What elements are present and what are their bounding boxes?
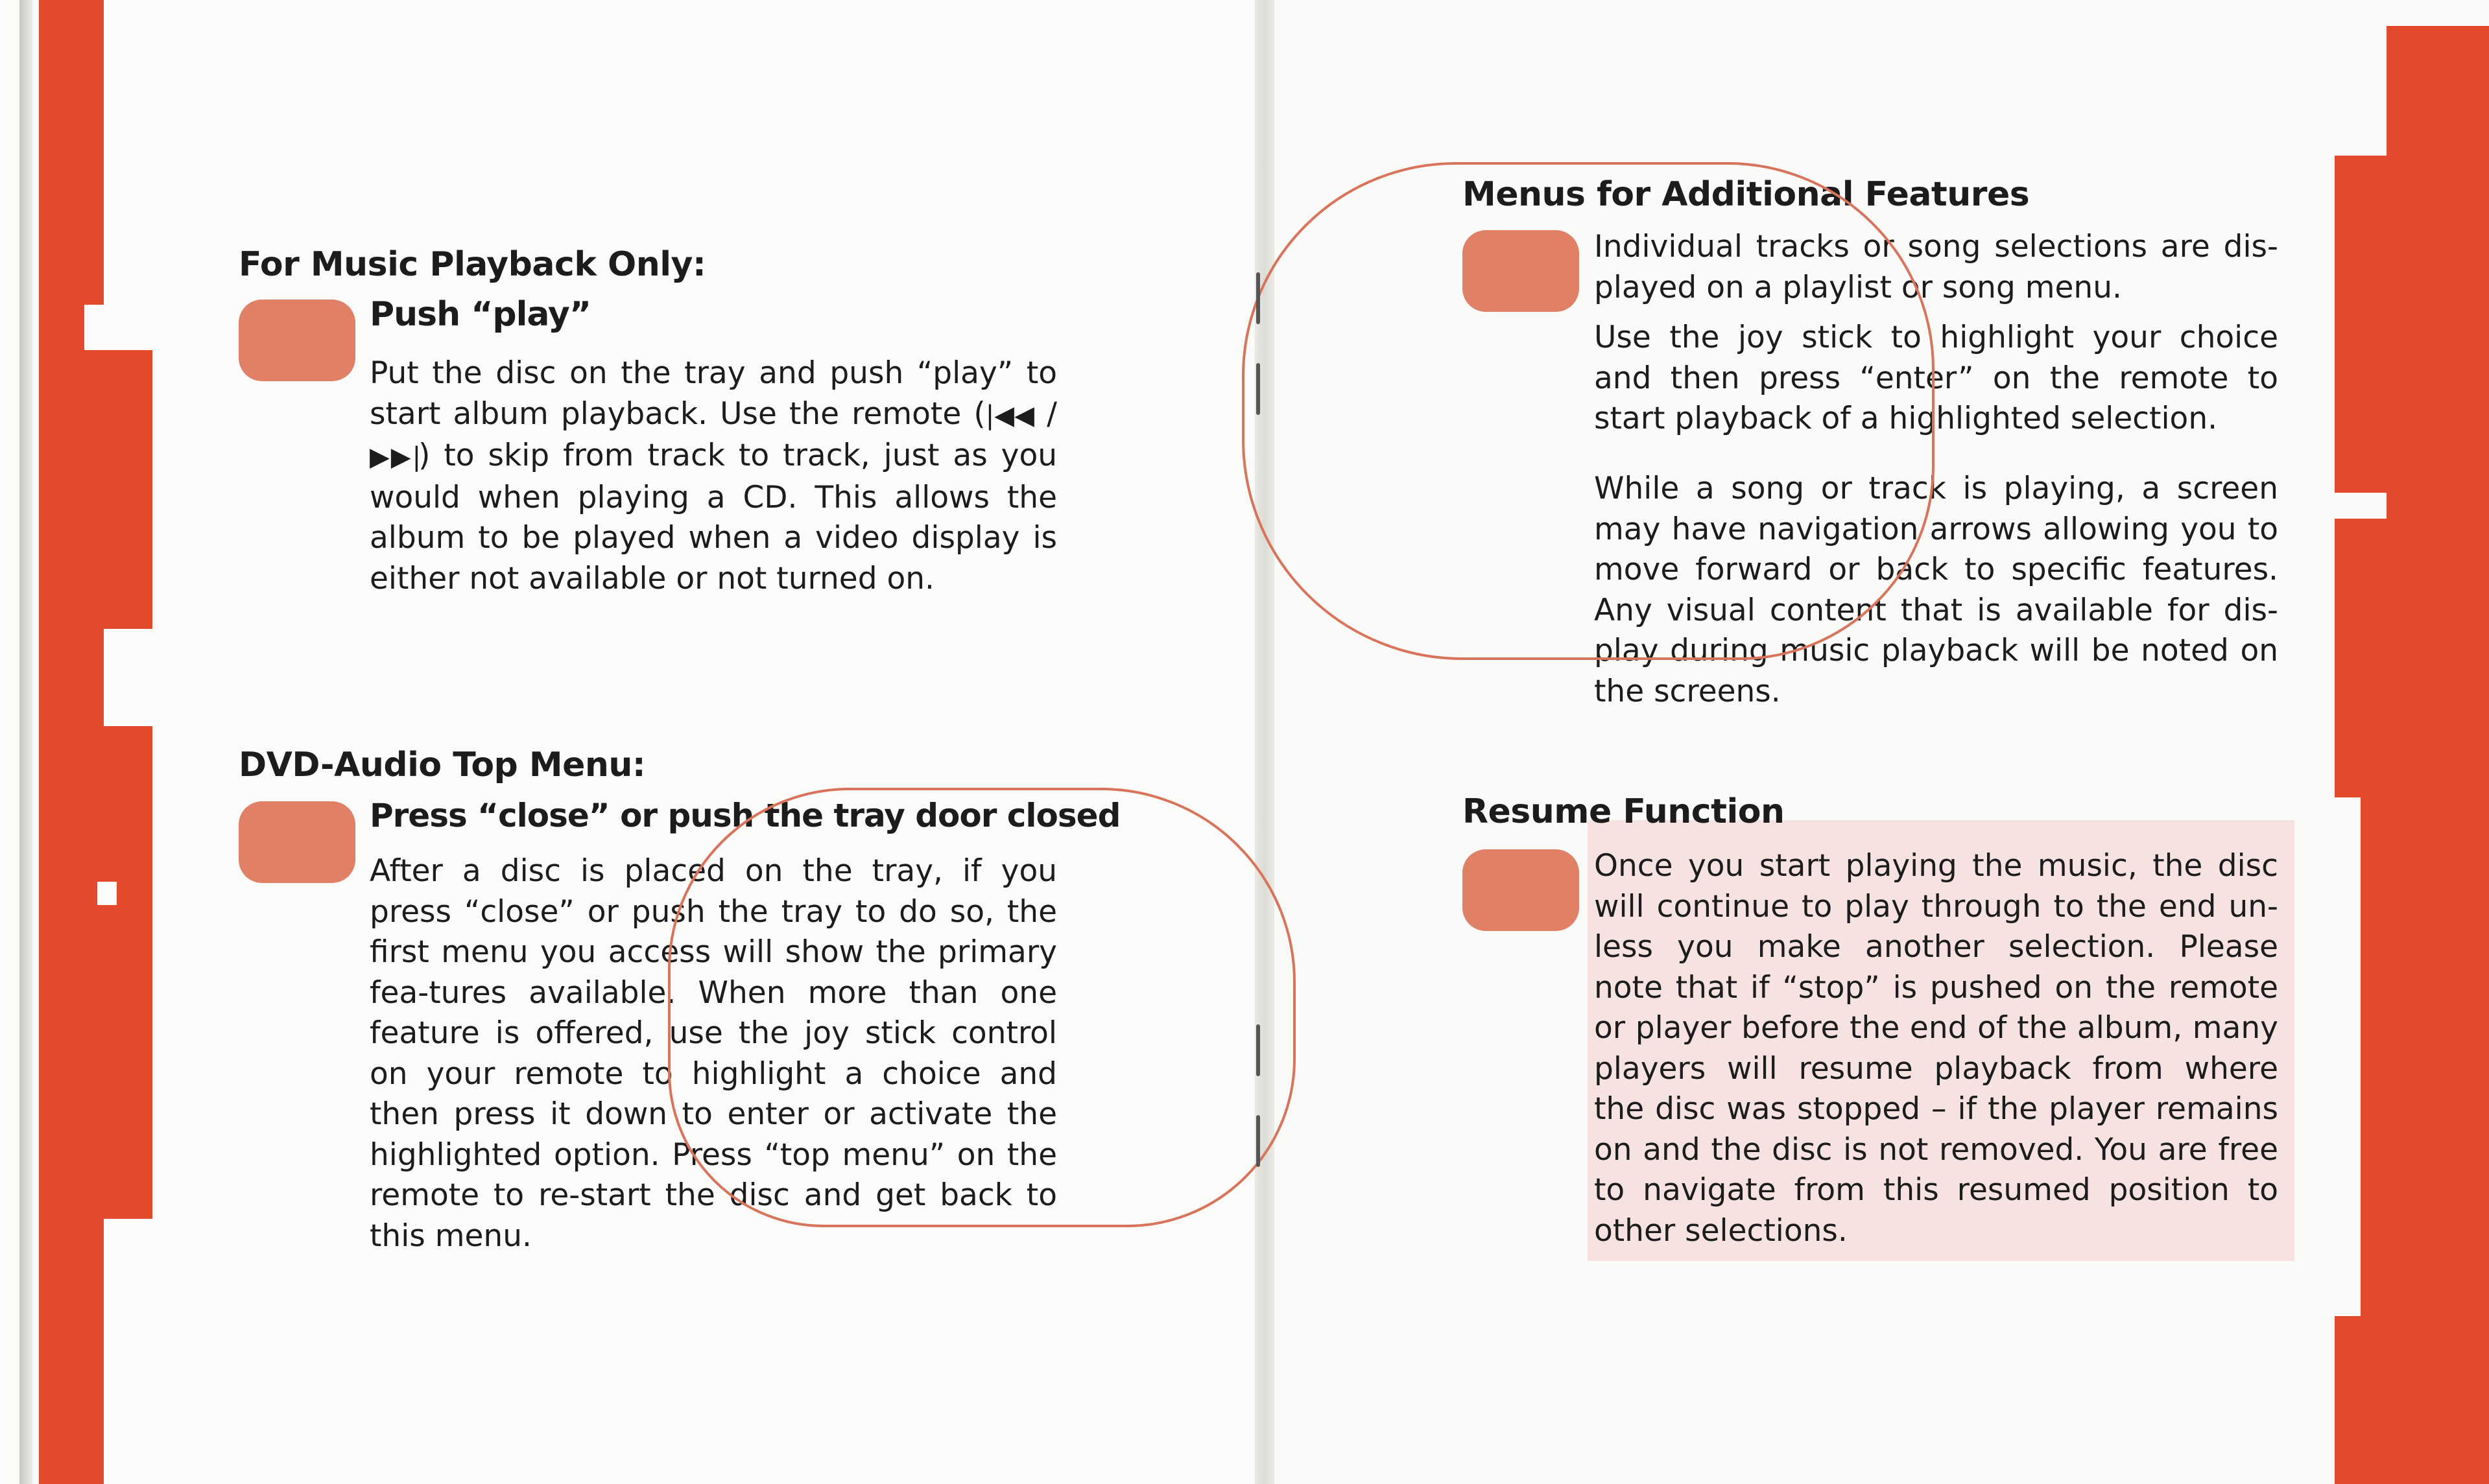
heading-resume-function: Resume Function	[1462, 792, 1785, 831]
staple	[1256, 1024, 1260, 1076]
margin-notch	[84, 305, 110, 350]
staple	[1256, 363, 1260, 415]
step-badge	[239, 801, 355, 883]
staple	[1256, 272, 1260, 324]
body-text: Put the disc on the tray and push “play” to start album playback. Use the remote (	[370, 355, 1057, 432]
slash-text: /	[1034, 395, 1058, 432]
body-push-play	[370, 353, 1057, 599]
margin-notch	[2335, 493, 2387, 519]
subheading-push-play: Push “play”	[370, 295, 591, 334]
staple	[1256, 1115, 1260, 1167]
margin-notch	[2335, 26, 2387, 156]
margin-notch	[2335, 797, 2361, 1316]
book-spine	[1255, 0, 1274, 1484]
heading-music-playback: For Music Playback Only:	[239, 245, 706, 284]
body-menus-para2: Use the joy stick to highlight your choice and then press “enter” on the remote to start playback of a highlighted selection.	[1594, 320, 2278, 436]
margin-notch	[97, 882, 117, 905]
subheading-press-close: Press “close” or push the tray door closed	[370, 797, 1121, 834]
step-badge	[1462, 849, 1579, 931]
body-press-close: After a disc is placed on the tray, if you press “close” or push the tray to do so, the first menu you access will show the primary fea-tures available. When more than one feature is offered, use the joy stick control on your remote to highlight a choice and then press it down to enter or activate the highlighted option. Press “top menu” on the remote to re-start the disc and get back to this menu.	[370, 853, 1057, 1254]
left-red-tab-lower	[104, 726, 152, 1219]
left-red-margin	[39, 0, 104, 1484]
body-menus-para1: Individual tracks or song selections are dis-played on a playlist or song menu.	[1594, 229, 2278, 305]
left-red-tab	[104, 350, 152, 629]
heading-dvd-top-menu: DVD-Audio Top Menu:	[239, 746, 646, 784]
step-badge	[239, 300, 355, 381]
body-menus-para3: While a song or track is playing, a screen may have navigation arrows allowing you to move forward or back to specific features. Any visual content that is available for dis-play during music playback will be noted on the screens.	[1594, 471, 2278, 709]
hand-drawn-loop	[668, 788, 1296, 1227]
next-track-icon: ▶▶|	[370, 442, 419, 472]
heading-menus-additional: Menus for Additional Features	[1462, 175, 2030, 214]
body-resume-function: Once you start playing the music, the disc will continue to play through to the end un-less you make another selection. Please note that if “stop” is pushed on the remote or player before the end of the album, many players will resume playback from where the disc was stopped – if the player remains on and the disc is not removed. You are free to navigate from this resumed position to other selections.	[1594, 848, 2278, 1249]
body-text: ) to skip from track to track, just as you would when playing a CD. This allows the album to be played when a video display is either not available or not turned on.	[370, 438, 1057, 596]
book-edge	[19, 0, 32, 1484]
previous-track-icon: |◀◀	[985, 400, 1035, 430]
hand-drawn-loop	[1242, 162, 1935, 660]
